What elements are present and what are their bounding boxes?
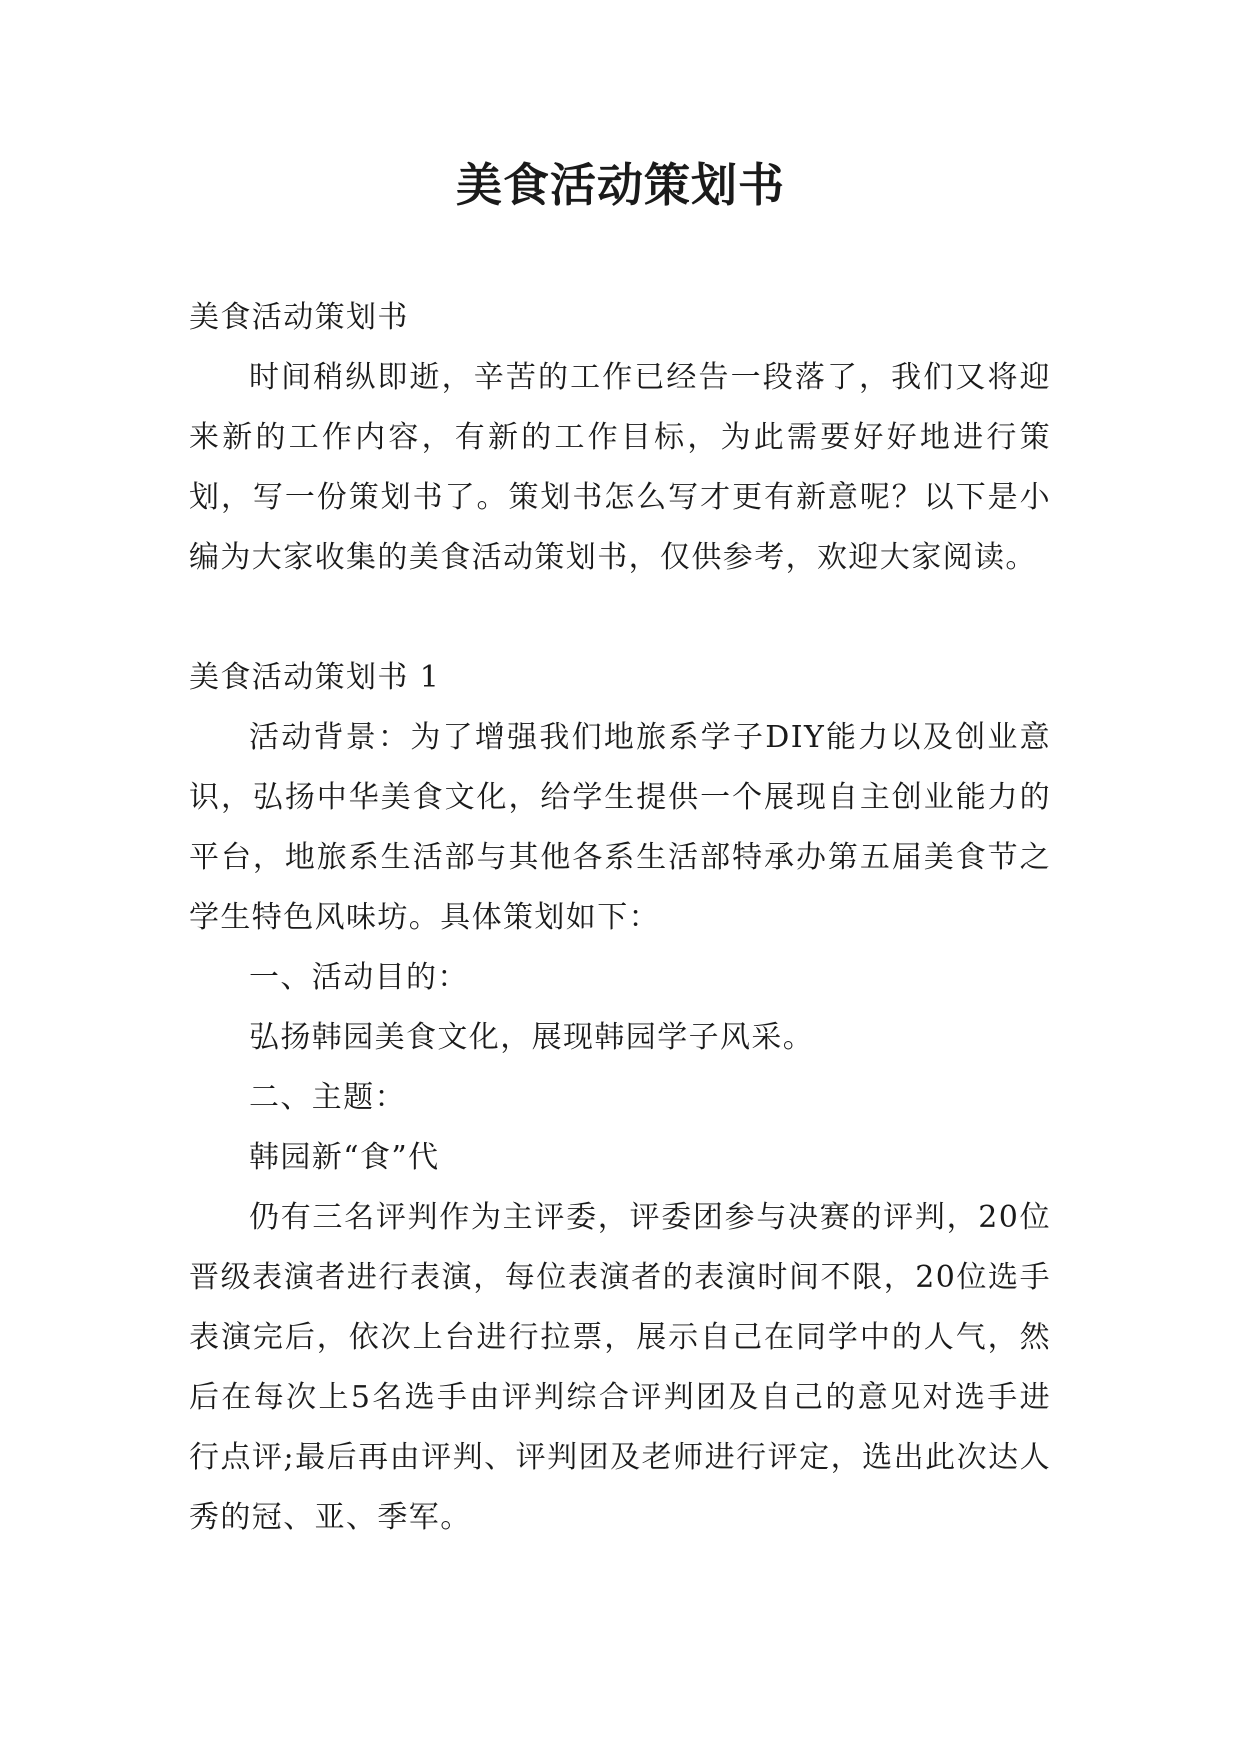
theme-paragraph: 韩园新“食”代 — [249, 1140, 440, 1175]
theme-heading: 二、主题： — [249, 1080, 406, 1115]
document-title: 美食活动策划书 — [456, 158, 785, 212]
section-spacer — [189, 588, 1051, 648]
judging-paragraph: 仍有三名评判作为主评委，评委团参与决赛的评判，20位晋级表演者进行表演，每位表演者的表演时间不限，20位选手表演完后，依次上台进行拉票，展示自己在同学中的人气，然后在每次上5名选手由评判综合评判团及自己的意见对选手进行点评;最后再由评判、评判团及老师进行评定，选出此次达人秀的冠、亚、季军。 — [189, 1200, 1051, 1535]
document-body — [189, 288, 1051, 1548]
purpose-heading: 一、活动目的： — [249, 960, 469, 995]
background-paragraph: 活动背景：为了增强我们地旅系学子DIY能力以及创业意识，弘扬中华美食文化，给学生提供一个展现自主创业能力的平台，地旅系生活部与其他各系生活部特承办第五届美食节之学生特色风味坊。具体策划如下： — [189, 720, 1051, 935]
purpose-paragraph: 弘扬韩园美食文化，展现韩园学子风采。 — [249, 1020, 815, 1055]
intro-paragraph: 时间稍纵即逝，辛苦的工作已经告一段落了，我们又将迎来新的工作内容，有新的工作目标，为此需要好好地进行策划，写一份策划书了。策划书怎么写才更有新意呢？以下是小编为大家收集的美食活动策划书，仅供参考，欢迎大家阅读。 — [189, 360, 1051, 575]
document-heading: 美食活动策划书 — [189, 300, 409, 335]
section-heading: 美食活动策划书 1 — [189, 660, 441, 695]
